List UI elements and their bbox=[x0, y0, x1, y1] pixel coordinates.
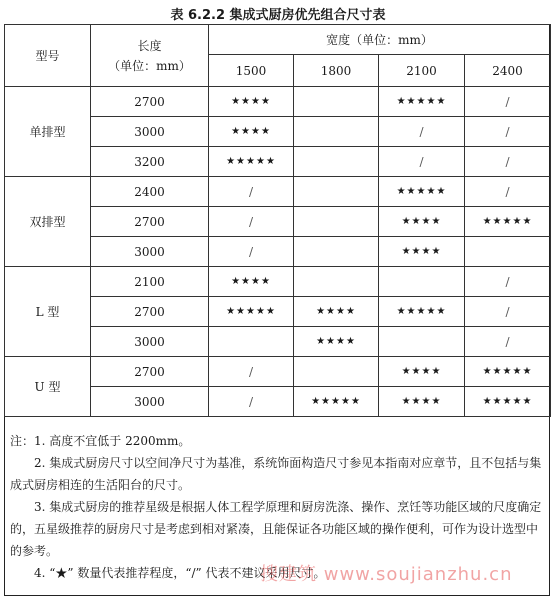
header-length-label: 长度 bbox=[137, 38, 162, 53]
rating-cell bbox=[294, 117, 379, 147]
rating-cell bbox=[465, 237, 551, 267]
note-4: 4. “★” 数量代表推荐程度，“/” 代表不建议采用尺寸。 bbox=[34, 566, 326, 580]
rating-cell: / bbox=[379, 147, 465, 177]
length-cell: 3200 bbox=[91, 147, 209, 177]
rating-cell: / bbox=[465, 117, 551, 147]
rating-cell: / bbox=[465, 327, 551, 357]
length-cell: 2700 bbox=[91, 207, 209, 237]
header-type: 型号 bbox=[5, 25, 91, 87]
rating-cell: ★★★★★ bbox=[209, 297, 294, 327]
note-2: 2. 集成式厨房尺寸以空间净尺寸为基准，系统饰面构造尺寸参见本指南对应章节，且不包括与集成式厨房相连的生活阳台的尺寸。 bbox=[10, 456, 542, 492]
header-length bbox=[91, 25, 209, 87]
rating-cell: / bbox=[379, 117, 465, 147]
rating-cell: / bbox=[465, 87, 551, 117]
rating-cell bbox=[379, 327, 465, 357]
rating-cell: / bbox=[209, 177, 294, 207]
rating-cell: / bbox=[209, 237, 294, 267]
length-cell: 2700 bbox=[91, 357, 209, 387]
rating-cell: ★★★★ bbox=[209, 117, 294, 147]
length-cell: 3000 bbox=[91, 117, 209, 147]
size-table bbox=[4, 24, 551, 417]
table-row bbox=[5, 177, 551, 207]
rating-cell: ★★★★★ bbox=[465, 387, 551, 417]
table-title: 表 6.2.2 集成式厨房优先组合尺寸表 bbox=[170, 8, 386, 23]
rating-cell: ★★★★ bbox=[209, 267, 294, 297]
width-col-1500: 1500 bbox=[209, 55, 294, 87]
rating-cell: ★★★★ bbox=[379, 357, 465, 387]
watermark: 搜建筑 www.soujianzhu.cn bbox=[260, 564, 513, 585]
rating-cell bbox=[294, 87, 379, 117]
rating-cell: / bbox=[465, 177, 551, 207]
rating-cell: ★★★★ bbox=[379, 237, 465, 267]
rating-cell: / bbox=[465, 297, 551, 327]
table-row bbox=[5, 267, 551, 297]
length-cell: 2700 bbox=[91, 297, 209, 327]
length-cell: 2400 bbox=[91, 177, 209, 207]
rating-cell: ★★★★★ bbox=[379, 87, 465, 117]
length-cell: 2700 bbox=[91, 87, 209, 117]
width-col-2100: 2100 bbox=[379, 55, 465, 87]
rating-cell bbox=[294, 177, 379, 207]
rating-cell bbox=[209, 327, 294, 357]
length-cell: 2100 bbox=[91, 267, 209, 297]
type-cell: 双排型 bbox=[5, 177, 91, 267]
rating-cell: ★★★★ bbox=[209, 87, 294, 117]
rating-cell bbox=[294, 267, 379, 297]
rating-cell: ★★★★ bbox=[294, 327, 379, 357]
rating-cell: ★★★★★ bbox=[379, 177, 465, 207]
rating-cell: / bbox=[209, 357, 294, 387]
type-cell: U 型 bbox=[5, 357, 91, 417]
type-cell: 单排型 bbox=[5, 87, 91, 177]
table-row bbox=[5, 357, 551, 387]
note-1: 注：1. 高度不宜低于 2200mm。 bbox=[10, 434, 191, 448]
type-cell: L 型 bbox=[5, 267, 91, 357]
rating-cell: ★★★★★ bbox=[465, 357, 551, 387]
rating-cell bbox=[379, 267, 465, 297]
width-col-2400: 2400 bbox=[465, 55, 551, 87]
length-cell: 3000 bbox=[91, 387, 209, 417]
rating-cell bbox=[294, 207, 379, 237]
rating-cell: ★★★★★ bbox=[209, 147, 294, 177]
rating-cell: / bbox=[209, 387, 294, 417]
header-length-unit: （单位：mm） bbox=[108, 58, 191, 73]
rating-cell: / bbox=[209, 207, 294, 237]
note-3: 3. 集成式厨房的推荐星级是根据人体工程学原理和厨房洗涤、操作、烹饪等功能区域的尺度确定的，五星级推荐的厨房尺寸是考虑到相对紧凑，且能保证各功能区域的操作便利，可作为设计选型中的参考。 bbox=[10, 500, 542, 558]
rating-cell: ★★★★★ bbox=[294, 387, 379, 417]
length-cell: 3000 bbox=[91, 327, 209, 357]
rating-cell: ★★★★★ bbox=[379, 297, 465, 327]
rating-cell: ★★★★★ bbox=[465, 207, 551, 237]
rating-cell: ★★★★ bbox=[379, 387, 465, 417]
rating-cell bbox=[294, 237, 379, 267]
rating-cell bbox=[294, 357, 379, 387]
rating-cell: / bbox=[465, 147, 551, 177]
length-cell: 3000 bbox=[91, 237, 209, 267]
rating-cell: / bbox=[465, 267, 551, 297]
rating-cell bbox=[294, 147, 379, 177]
width-col-1800: 1800 bbox=[294, 55, 379, 87]
header-width: 宽度（单位：mm） bbox=[209, 25, 551, 55]
rating-cell: ★★★★ bbox=[379, 207, 465, 237]
table-row bbox=[5, 87, 551, 117]
rating-cell: ★★★★ bbox=[294, 297, 379, 327]
